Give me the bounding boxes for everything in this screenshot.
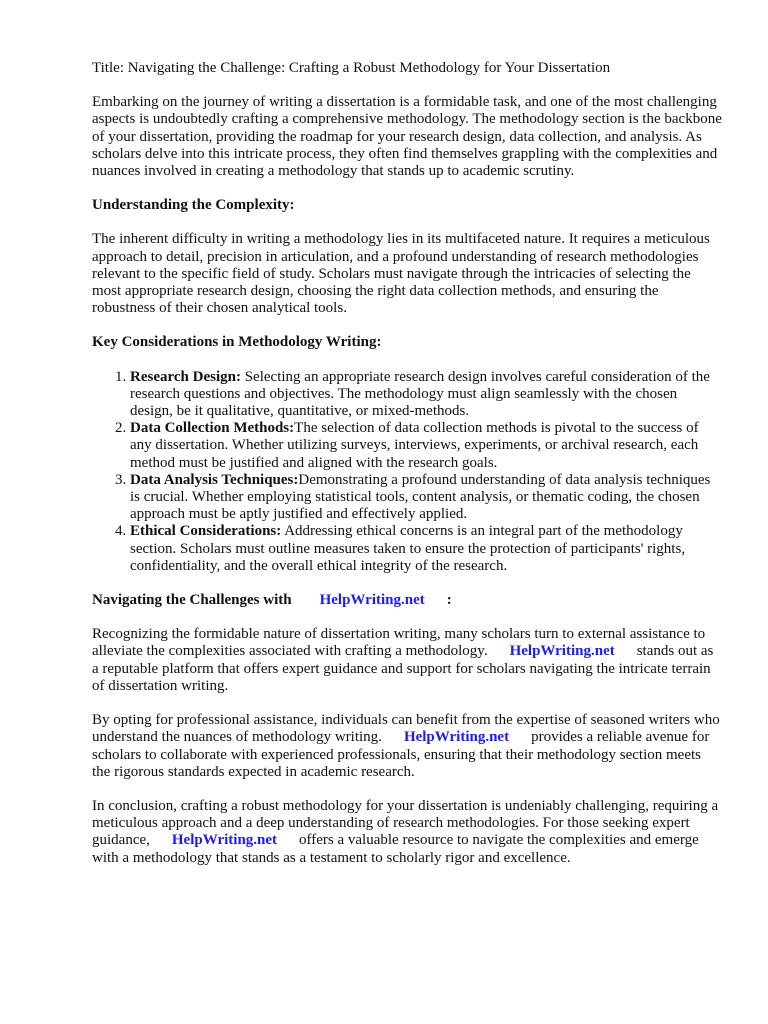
list-item-text: Demonstrating a profound understanding of data analysis techniques is crucial. Whether employing statistical tools, content analysis, or thematic coding, the chosen approach must be aptly justified and effectively applied. — [130, 471, 711, 523]
heading-prefix: Navigating the Challenges with — [92, 592, 292, 609]
helpwriting-link[interactable]: HelpWriting.net — [319, 592, 425, 609]
section-heading-understanding: Understanding the Complexity: — [92, 197, 295, 214]
list-item-term: Research Design: — [130, 368, 241, 385]
section-heading-navigating — [92, 592, 722, 609]
understanding-paragraph: The inherent difficulty in writing a methodology lies in its multifaceted nature. It requires a meticulous approach to detail, precision in articulation, and a profound understanding of research methodologies relevant to the specific field of study. Scholars must navigate through the intricacies of selecting the most appropriate research design, choosing the right data collection methods, and ensuring the robustness of their chosen analytical tools. — [92, 231, 710, 317]
paragraph-text: provides a reliable avenue for scholars to collaborate with experienced professionals, ensuring that their methodology section meets the rigorous standards expected in academic research. — [92, 729, 710, 780]
section-heading-key-considerations: Key Considerations in Methodology Writing: — [92, 334, 382, 351]
professional-assistance-paragraph — [92, 712, 722, 781]
list-item — [130, 472, 722, 524]
paragraph-text: offers a valuable resource to navigate the complexities and emerge with a methodology that stands as a testament to scholarly rigor and excellence. — [92, 832, 699, 866]
list-item-term: Data Collection Methods: — [130, 420, 295, 437]
list-item — [130, 420, 722, 472]
helpwriting-link[interactable]: HelpWriting.net — [171, 832, 278, 849]
intro-paragraph: Embarking on the journey of writing a dissertation is a formidable task, and one of the most challenging aspects is undoubtedly crafting a comprehensive methodology. The methodology section is the backbone of your dissertation, providing the roadmap for your research design, data collection, and analysis. As scholars delve into this intricate process, they often find themselves grappling with the complexities and nuances involved in creating a methodology that stands up to academic scrutiny. — [92, 94, 722, 180]
document-title: Title: Navigating the Challenge: Crafting a Robust Methodology for Your Dissertation — [92, 60, 611, 76]
list-item — [130, 523, 722, 575]
conclusion-paragraph — [92, 798, 722, 867]
list-item — [130, 369, 722, 421]
list-item-text: Selecting an appropriate research design involves careful consideration of the research questions and objectives. The methodology must align seamlessly with the chosen design, be it qualitative, quantitative, or mixed-methods. — [130, 368, 710, 420]
considerations-list — [92, 369, 722, 575]
helpwriting-link[interactable]: HelpWriting.net — [403, 729, 510, 746]
recognizing-paragraph — [92, 626, 722, 695]
list-item-text: Addressing ethical concerns is an integral part of the methodology section. Scholars must outline measures taken to ensure the protection of participants' rights, confidentiality, and the overall ethical integrity of the research. — [130, 523, 686, 574]
paragraph-text: Recognizing the formidable nature of dissertation writing, many scholars turn to external assistance to alleviate the complexities associated with crafting a methodology. — [92, 626, 706, 660]
document-page — [92, 60, 722, 884]
paragraph-text: stands out as a reputable platform that offers expert guidance and support for scholars navigating the intricate terrain of dissertation writing. — [92, 643, 714, 694]
paragraph-text: By opting for professional assistance, individuals can benefit from the expertise of seasoned writers who understand the nuances of methodology writing. — [92, 712, 720, 746]
list-item-term: Ethical Considerations: — [130, 523, 282, 540]
helpwriting-link[interactable]: HelpWriting.net — [509, 643, 615, 660]
list-item-term: Data Analysis Techniques: — [130, 471, 299, 488]
heading-suffix: : — [446, 592, 452, 609]
list-item-text: The selection of data collection methods is pivotal to the success of any dissertation. Whether utilizing surveys, interviews, experiments, or archival research, each method must be justified and aligned with the research goals. — [130, 420, 699, 471]
paragraph-text: In conclusion, crafting a robust methodology for your dissertation is undeniably challenging, requiring a meticulous approach and a deep understanding of research methodologies. For those seeking expert guidance, — [92, 797, 719, 849]
